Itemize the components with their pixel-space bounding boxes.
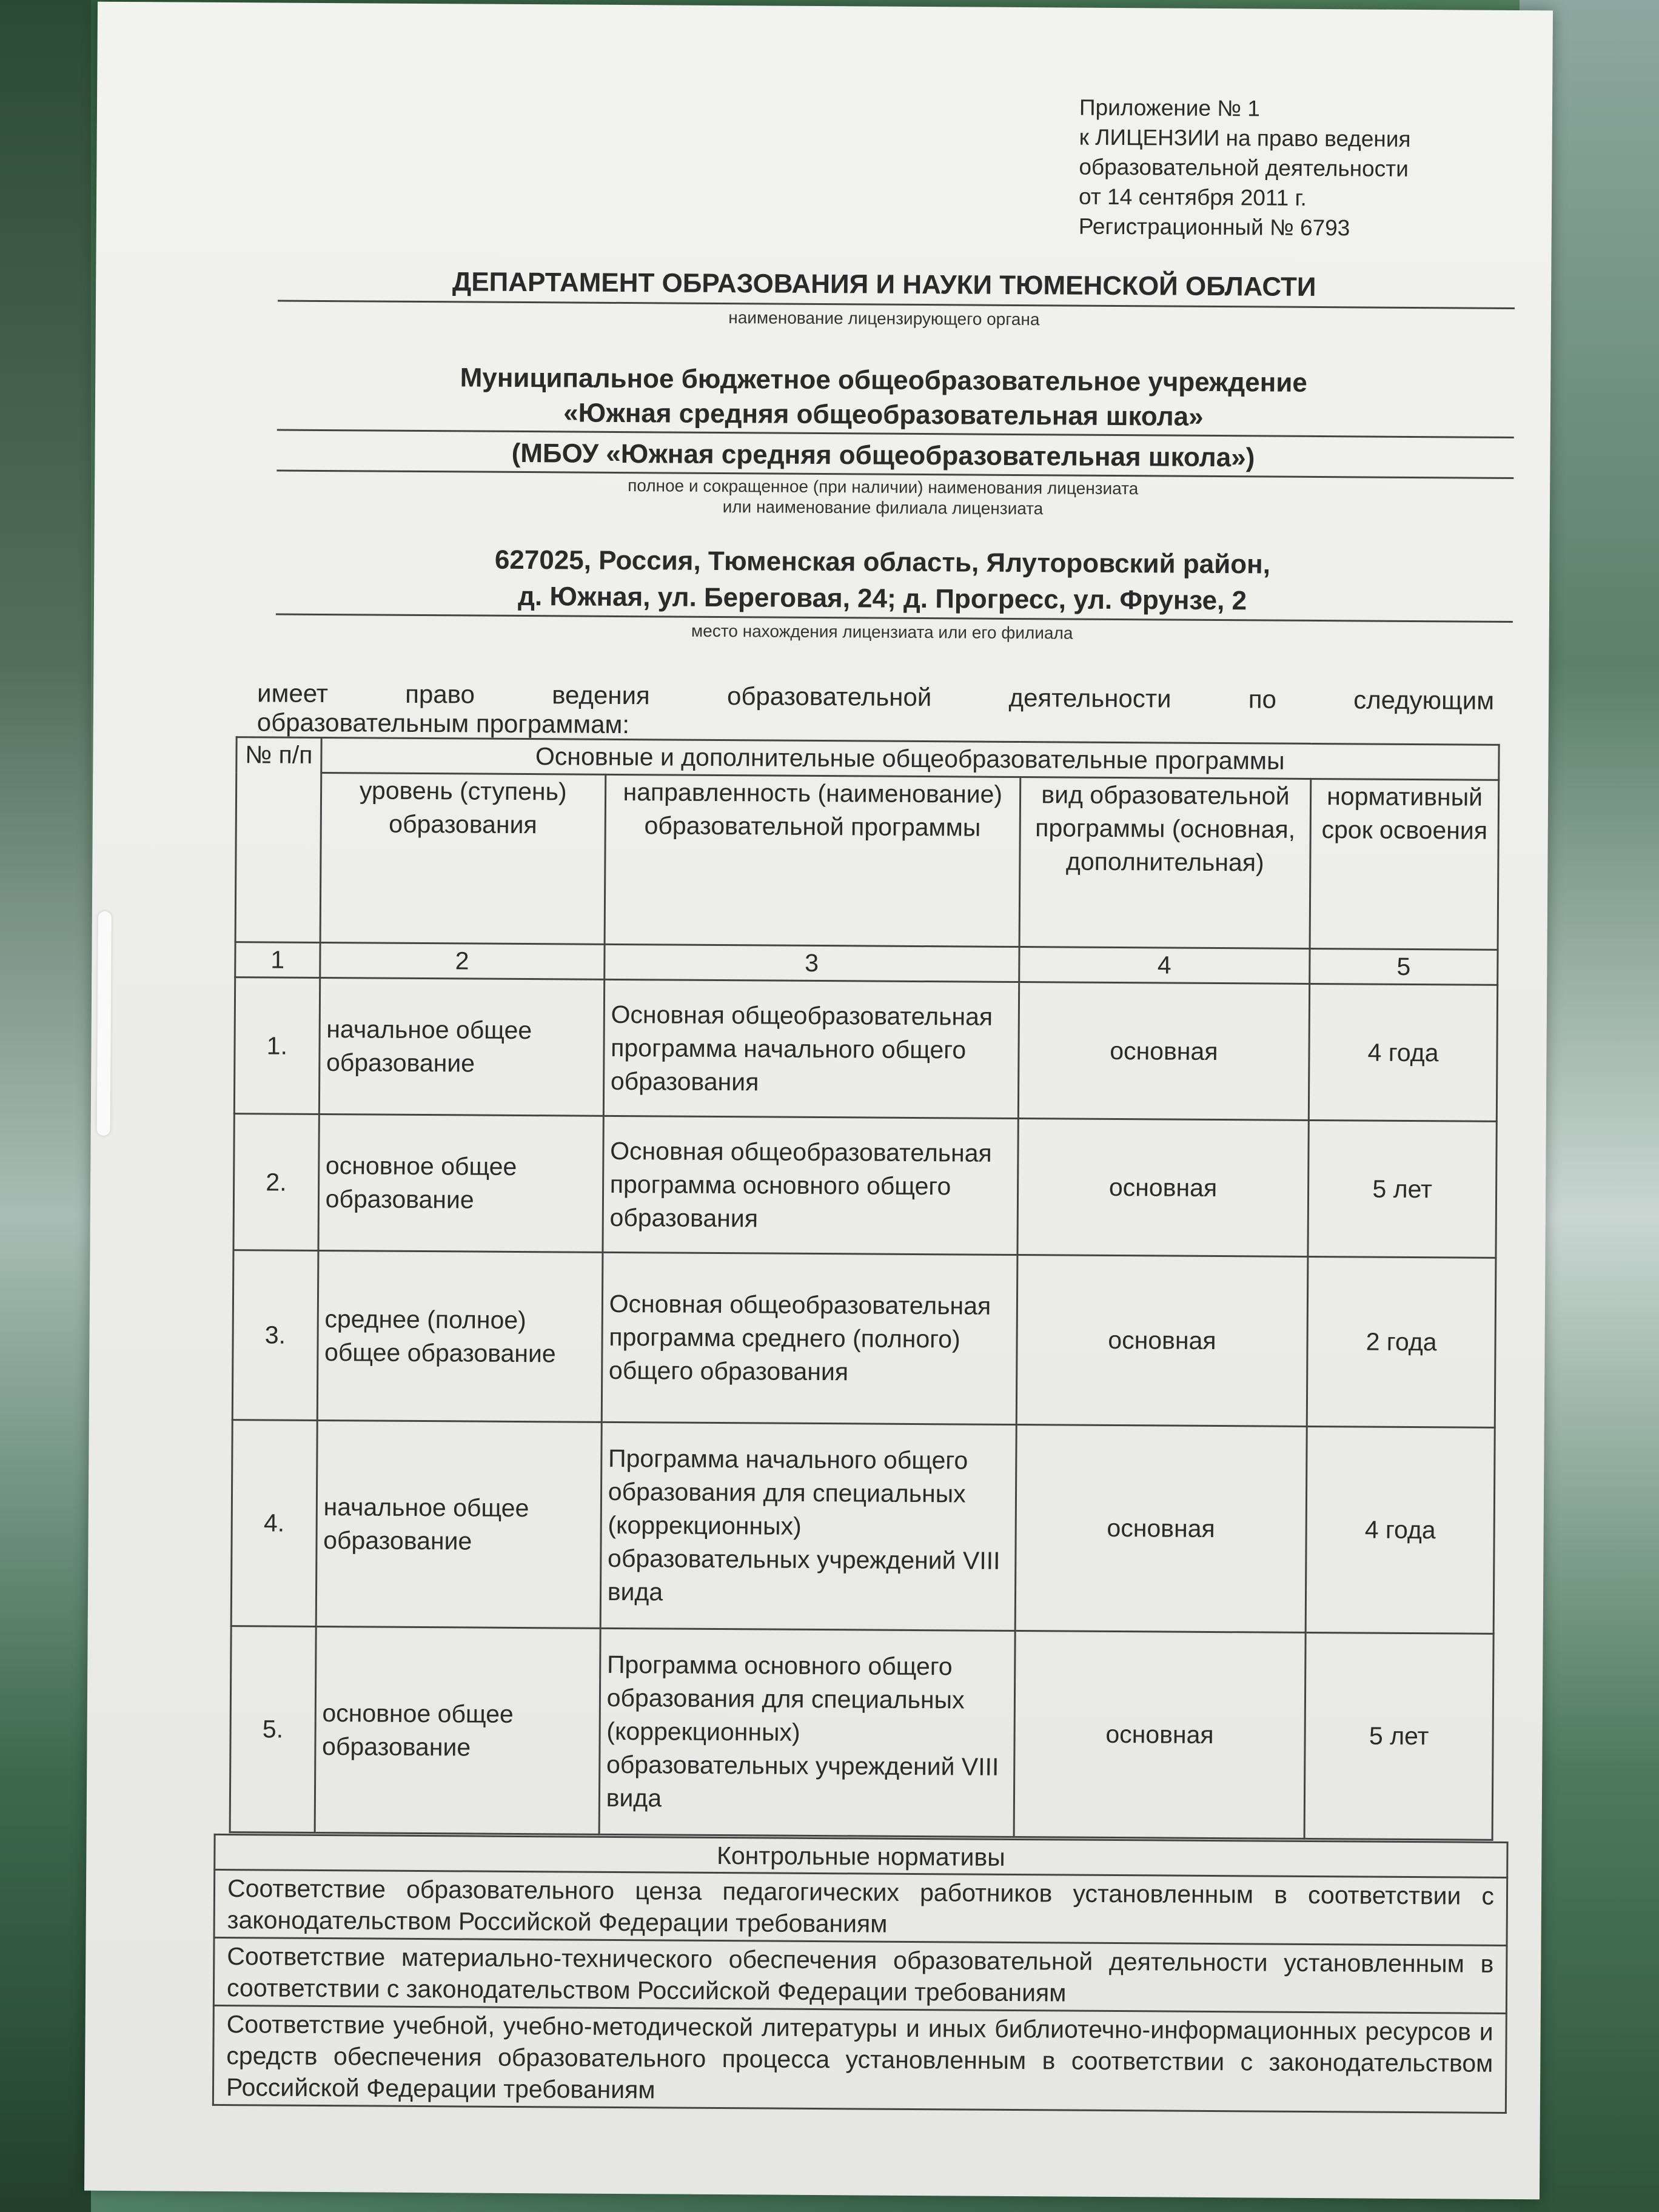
row-kind: основная	[1018, 982, 1310, 1121]
row-term: 4 года	[1309, 984, 1497, 1121]
control-standards-table	[212, 1834, 1509, 2114]
row-direction: Основная общеобразовательная программа начального общего образования	[603, 979, 1019, 1118]
staple-mark	[97, 911, 112, 1136]
header-group: Основные и дополнительные общеобразовательные программы	[321, 737, 1499, 780]
row-term: 5 лет	[1304, 1632, 1493, 1840]
appendix-line: образовательной деятельности	[1079, 154, 1409, 181]
row-direction: Программа основного общего образования для специальных (коррекционных) образовательных учреждений VIII вида	[599, 1628, 1015, 1837]
address-line-2: д. Южная, ул. Береговая, 24; д. Прогресс, ул. Фрунзе, 2	[517, 581, 1247, 616]
control-row	[213, 2005, 1506, 2113]
appendix-line: Приложение № 1	[1079, 95, 1260, 121]
control-item: Соответствие материально-технического обеспечения образовательной деятельности установленным в соответствии с законодательством Российской Федерации требованиям	[213, 1937, 1507, 2013]
row-level: начальное общее образование	[316, 1420, 602, 1628]
intro-line-2: образовательным программам:	[256, 708, 630, 739]
header-term: нормативный срок освоения	[1310, 779, 1499, 950]
col-number: 1	[235, 942, 320, 978]
row-direction: Основная общеобразовательная программа основного общего образования	[603, 1116, 1018, 1255]
header-kind: вид образовательной программы (основная, дополнительная)	[1019, 777, 1311, 949]
address-line-1: 627025, Россия, Тюменская область, Ялуторовский район,	[494, 545, 1271, 580]
intro-text	[257, 679, 1495, 744]
control-item: Соответствие образовательного ценза педагогических работников установленным в соответствии с законодательством Российской Федерации требованиям	[214, 1869, 1507, 1945]
appendix-line: к ЛИЦЕНЗИИ на право ведения	[1079, 124, 1411, 152]
control-item: Соответствие учебной, учебно-методической литературы и иных библиотечно-информационных ресурсов и средств обеспечения образовательного процесса установленным в соответствии с законодательством Российской Федерации требованиям	[213, 2005, 1506, 2113]
row-level: начальное общее образование	[319, 977, 604, 1116]
row-term: 2 года	[1307, 1256, 1496, 1427]
table-row	[234, 977, 1497, 1122]
row-level: среднее (полное) общее образование	[317, 1250, 603, 1422]
col-number: 2	[320, 942, 604, 979]
col-number: 3	[604, 944, 1019, 982]
table-row	[231, 1420, 1495, 1634]
row-kind: основная	[1016, 1255, 1308, 1427]
row-level: основное общее образование	[318, 1114, 603, 1252]
appendix-line: Регистрационный № 6793	[1078, 213, 1350, 241]
appendix-line: от 14 сентября 2011 г.	[1078, 184, 1307, 210]
licensee-caption-1: полное и сокращенное (при наличии) наименования лицензиата	[628, 476, 1139, 498]
row-direction: Основная общеобразовательная программа среднего (полного) общего образования	[602, 1252, 1017, 1424]
background-left	[0, 0, 91, 2212]
header-direction: направленность (наименование) образовательной программы	[605, 774, 1021, 947]
row-num: 3.	[232, 1250, 318, 1421]
header-level: уровень (ступень) образования	[320, 773, 606, 944]
table-row	[232, 1250, 1496, 1428]
row-num: 4.	[231, 1420, 317, 1627]
col-number: 4	[1019, 947, 1310, 984]
appendix-block	[1079, 93, 1516, 244]
row-num: 1.	[234, 977, 320, 1114]
row-direction: Программа начального общего образования для специальных (коррекционных) образовательных учреждений VIII вида	[600, 1422, 1016, 1631]
authority-name: ДЕПАРТАМЕНТ ОБРАЗОВАНИЯ И НАУКИ ТЮМЕНСКОЙ ОБЛАСТИ	[452, 267, 1316, 302]
control-title: Контрольные нормативы	[215, 1834, 1507, 1877]
licensee-short-name: (МБОУ «Южная средняя общеобразовательная школа»)	[511, 438, 1255, 473]
row-term: 5 лет	[1308, 1120, 1496, 1258]
row-num: 2.	[233, 1114, 319, 1251]
row-num: 5.	[230, 1626, 316, 1833]
licensee-caption-2: или наименование филиала лицензиата	[722, 497, 1044, 518]
table-row	[230, 1626, 1493, 1840]
col-number: 5	[1310, 948, 1498, 985]
licensee-full-name-1: Муниципальное бюджетное общеобразовательное учреждение	[460, 363, 1307, 398]
control-row	[213, 1937, 1507, 2013]
row-kind: основная	[1017, 1119, 1309, 1257]
licensee-full-name-2: «Южная средняя общеобразовательная школа»	[563, 398, 1204, 432]
row-kind: основная	[1015, 1425, 1307, 1633]
header-num: № п/п	[235, 737, 321, 943]
address-caption: место нахождения лицензиата или его филиала	[691, 621, 1073, 643]
authority-caption: наименование лицензирующего органа	[728, 308, 1040, 329]
intro-line-1: имеет право ведения образовательной деятельности по следующим	[256, 679, 1495, 715]
table-row	[233, 1114, 1496, 1258]
programs-table	[229, 736, 1500, 1841]
control-row	[214, 1869, 1507, 1945]
row-kind: основная	[1014, 1631, 1305, 1838]
license-appendix-sheet	[84, 2, 1553, 2200]
row-level: основное общее образование	[315, 1626, 600, 1834]
row-term: 4 года	[1305, 1426, 1495, 1634]
